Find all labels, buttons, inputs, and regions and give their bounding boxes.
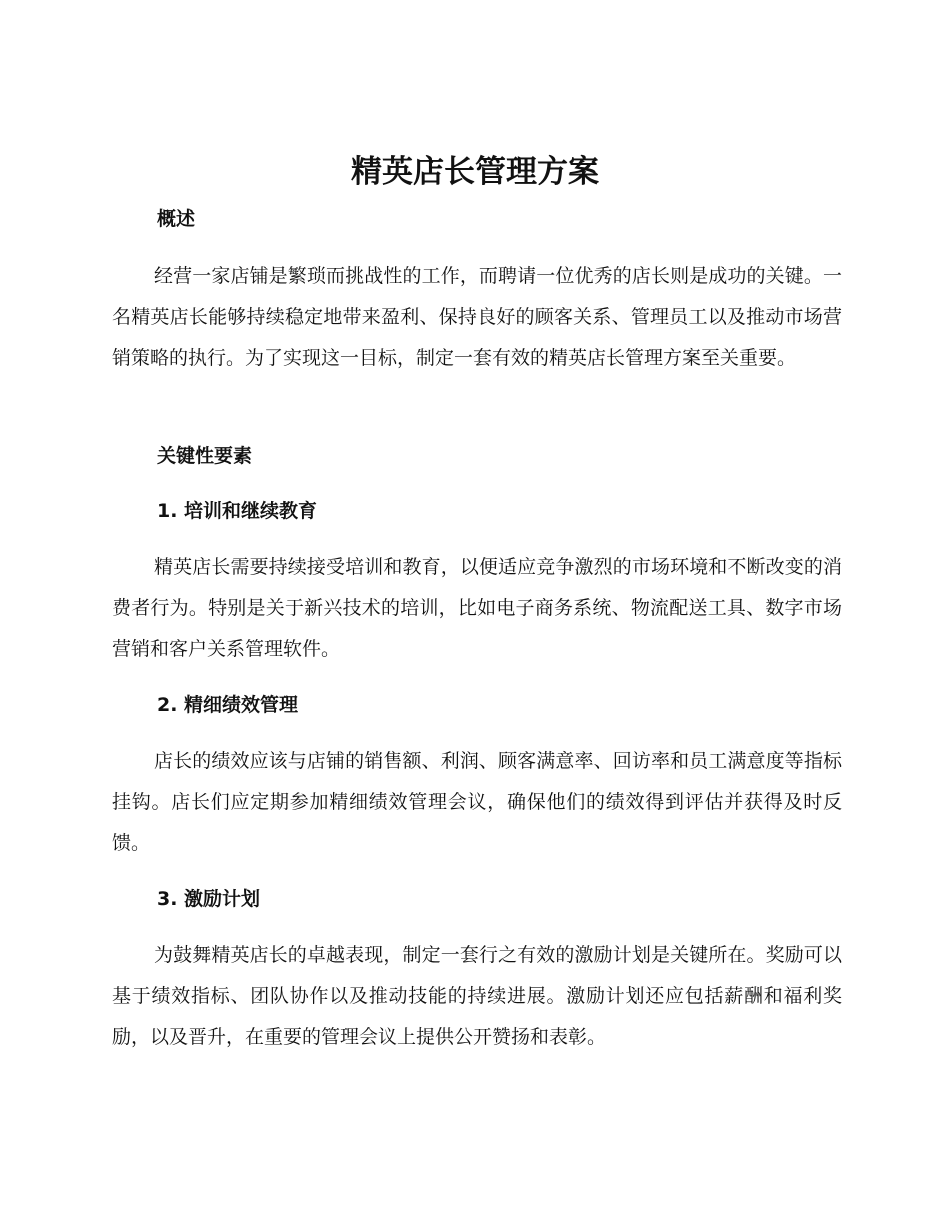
training-paragraph: 精英店长需要持续接受培训和教育，以便适应竞争激烈的市场环境和不断改变的消费者行为。特别是关于新兴技术的培训，比如电子商务系统、物流配送工具、数字市场营销和客户关系管理软件。 bbox=[112, 556, 842, 660]
performance-paragraph: 店长的绩效应该与店铺的销售额、利润、顾客满意率、回访率和员工满意度等指标挂钩。店长们应定期参加精细绩效管理会议，确保他们的绩效得到评估并获得及时反馈。 bbox=[112, 750, 842, 854]
section-heading-overview: 概述 bbox=[157, 208, 196, 230]
section-heading-key-elements: 关键性要素 bbox=[157, 445, 253, 467]
incentive-paragraph: 为鼓舞精英店长的卓越表现，制定一套行之有效的激励计划是关键所在。奖励可以基于绩效指标、团队协作以及推动技能的持续进展。激励计划还应包括薪酬和福利奖励，以及晋升，在重要的管理会议上提供公开赞扬和表彰。 bbox=[112, 944, 842, 1048]
section-heading-performance: 2. 精细绩效管理 bbox=[157, 694, 299, 716]
section-heading-training: 1. 培训和继续教育 bbox=[157, 500, 318, 522]
overview-paragraph: 经营一家店铺是繁琐而挑战性的工作，而聘请一位优秀的店长则是成功的关键。一名精英店长能够持续稳定地带来盈利、保持良好的顾客关系、管理员工以及推动市场营销策略的执行。为了实现这一目标，制定一套有效的精英店长管理方案至关重要。 bbox=[112, 265, 842, 369]
document-title: 精英店长管理方案 bbox=[351, 154, 599, 190]
section-heading-incentive: 3. 激励计划 bbox=[157, 888, 261, 910]
